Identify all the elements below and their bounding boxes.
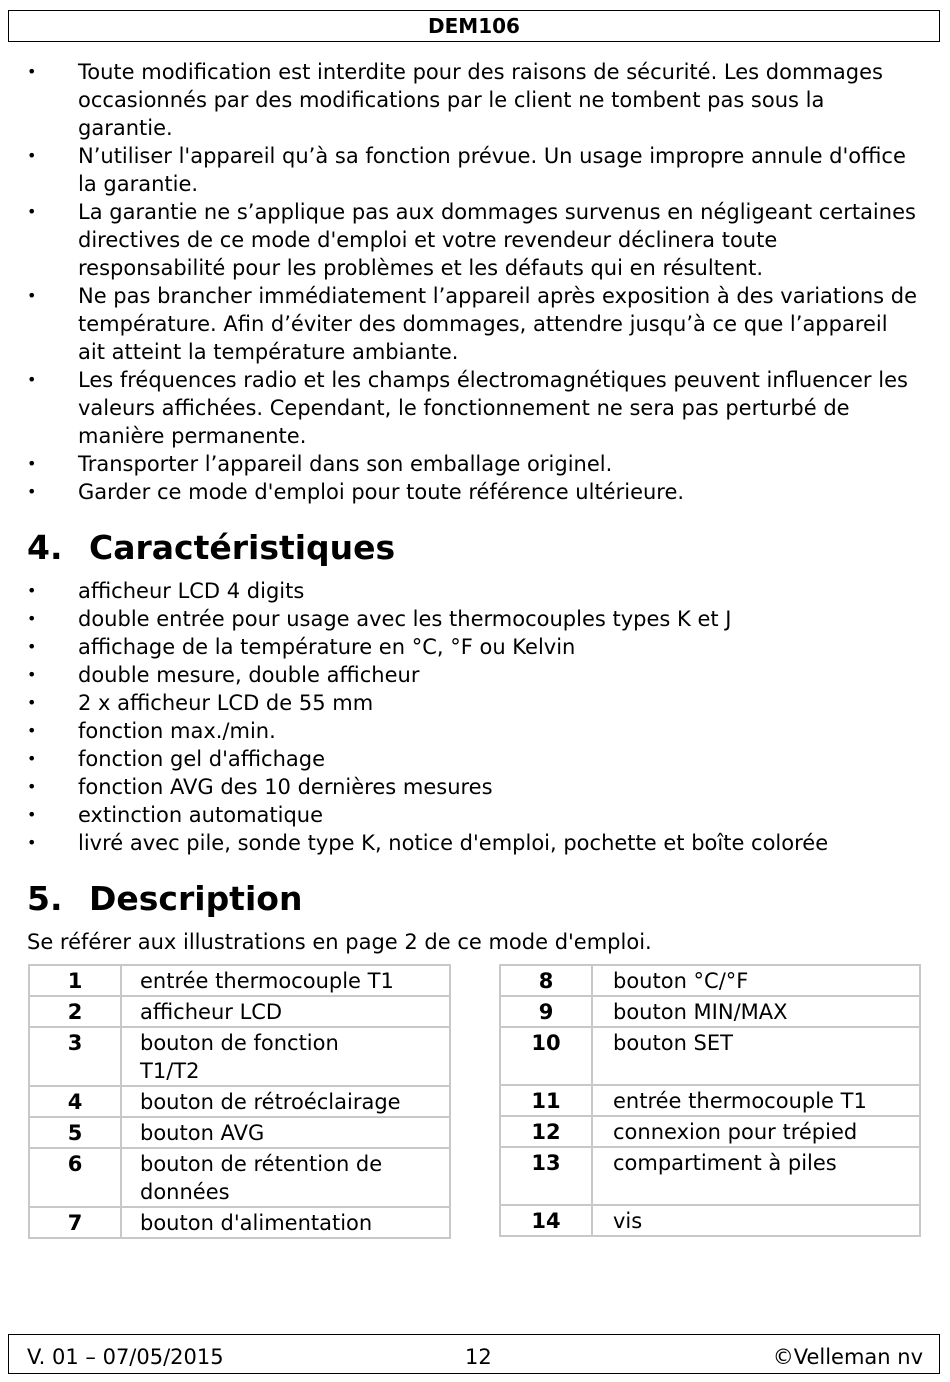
part-number: 9 (500, 996, 592, 1027)
table-row (29, 996, 450, 1027)
list-item: • Ne pas brancher immédiatement l’appareil après exposition à des variations de température. Afin d’éviter des dommages, attendre jusqu’à ce que l’appareil ait atteint la température ambiante. (0, 282, 918, 366)
list-item: • fonction max./min. (0, 717, 918, 745)
part-number: 14 (500, 1205, 592, 1236)
list-item: • double entrée pour usage avec les thermocouples types K et J (0, 605, 918, 633)
part-label: bouton MIN/MAX (592, 996, 920, 1027)
part-number: 7 (29, 1207, 121, 1238)
table-row (29, 1117, 450, 1148)
list-item: • extinction automatique (0, 801, 918, 829)
table-row (29, 965, 450, 996)
part-number: 12 (500, 1116, 592, 1147)
parts-table-left (28, 964, 451, 1239)
part-number: 1 (29, 965, 121, 996)
list-item: • afficheur LCD 4 digits (0, 577, 918, 605)
section-title: Description (89, 879, 303, 918)
part-label: bouton de rétention de données (121, 1148, 450, 1207)
features-list (0, 577, 918, 857)
table-row (29, 1207, 450, 1238)
section-heading-features (27, 528, 395, 568)
list-item: • La garantie ne s’applique pas aux dommages survenus en négligeant certaines directives de ce mode d'emploi et votre revendeur déclinera toute responsabilité pour les problèmes et les défauts qui en résultent. (0, 198, 918, 282)
table-row (500, 1147, 920, 1205)
part-number: 6 (29, 1148, 121, 1207)
section-number: 4. (27, 528, 63, 567)
footer-copyright: ©Velleman nv (772, 1345, 923, 1369)
footer-page-number: 12 (465, 1345, 492, 1369)
page-footer (8, 1334, 940, 1374)
part-label: bouton AVG (121, 1117, 450, 1148)
list-item: • livré avec pile, sonde type K, notice d'emploi, pochette et boîte colorée (0, 829, 918, 857)
table-row (29, 1148, 450, 1207)
section-number: 5. (27, 879, 63, 918)
list-item: • fonction AVG des 10 dernières mesures (0, 773, 918, 801)
part-label: compartiment à piles (592, 1147, 920, 1205)
list-item: • Transporter l’appareil dans son emballage originel. (0, 450, 918, 478)
list-item: • 2 x afficheur LCD de 55 mm (0, 689, 918, 717)
section-heading-description (27, 879, 302, 919)
part-label: bouton de rétroéclairage (121, 1086, 450, 1117)
part-label: connexion pour trépied (592, 1116, 920, 1147)
part-label: entrée thermocouple T1 (592, 1085, 920, 1116)
part-number: 10 (500, 1027, 592, 1085)
part-label: bouton °C/°F (592, 965, 920, 996)
part-label: bouton SET (592, 1027, 920, 1085)
list-item: • double mesure, double afficheur (0, 661, 918, 689)
list-item: • affichage de la température en °C, °F ou Kelvin (0, 633, 918, 661)
page-header (8, 10, 940, 42)
part-label: vis (592, 1205, 920, 1236)
parts-table-right (499, 964, 921, 1237)
part-number: 3 (29, 1027, 121, 1086)
table-row (500, 1205, 920, 1236)
list-item: • Toute modification est interdite pour des raisons de sécurité. Les dommages occasionnés par des modifications par le client ne tombent pas sous la garantie. (0, 58, 918, 142)
table-row (500, 1027, 920, 1085)
part-number: 2 (29, 996, 121, 1027)
safety-list (0, 58, 918, 506)
list-item: • N’utiliser l'appareil qu’à sa fonction prévue. Un usage impropre annule d'office la garantie. (0, 142, 918, 198)
list-item: • Les fréquences radio et les champs électromagnétiques peuvent influencer les valeurs affichées. Cependant, le fonctionnement ne sera pas perturbé de manière permanente. (0, 366, 918, 450)
document-title: DEM106 (428, 14, 520, 38)
part-number: 11 (500, 1085, 592, 1116)
table-row (500, 1116, 920, 1147)
table-row (29, 1086, 450, 1117)
list-item: • Garder ce mode d'emploi pour toute référence ultérieure. (0, 478, 918, 506)
table-row (500, 1085, 920, 1116)
part-label: entrée thermocouple T1 (121, 965, 450, 996)
table-row (500, 965, 920, 996)
table-row (29, 1027, 450, 1086)
part-label: bouton de fonction T1/T2 (121, 1027, 450, 1086)
part-label: bouton d'alimentation (121, 1207, 450, 1238)
table-row (500, 996, 920, 1027)
list-item: • fonction gel d'affichage (0, 745, 918, 773)
part-label: afficheur LCD (121, 996, 450, 1027)
description-intro: Se référer aux illustrations en page 2 de ce mode d'emploi. (27, 930, 652, 954)
footer-version: V. 01 – 07/05/2015 (27, 1345, 224, 1369)
part-number: 8 (500, 965, 592, 996)
part-number: 4 (29, 1086, 121, 1117)
section-title: Caractéristiques (89, 528, 396, 567)
part-number: 5 (29, 1117, 121, 1148)
part-number: 13 (500, 1147, 592, 1205)
